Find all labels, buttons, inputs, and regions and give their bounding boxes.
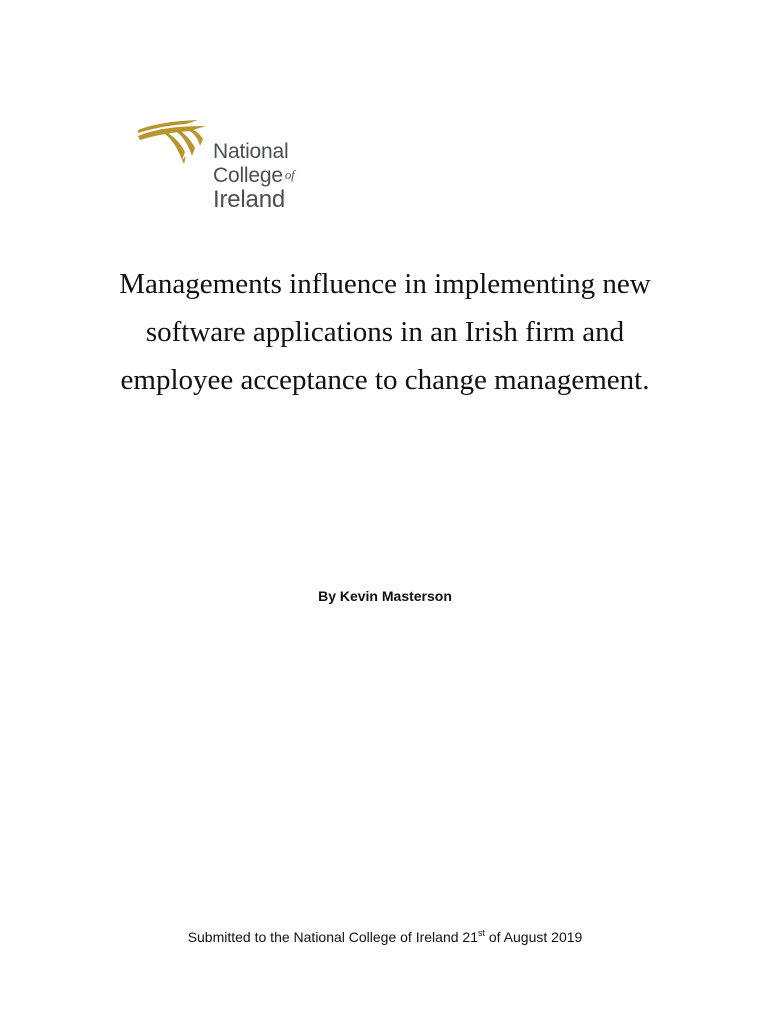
submission-ordinal: st [477,928,485,938]
title-line-1: Managements influence in implementing new [119,268,651,300]
logo-line-ireland: Ireland [213,186,285,213]
logo-wordmark [213,141,295,212]
title-line-2: software applications in an Irish firm and [145,316,625,348]
title-line-3: employee acceptance to change management. [120,364,650,396]
logo-of-word: of [284,167,295,182]
logo-line-college [213,165,295,186]
logo-line-national: National [213,140,289,163]
document-title [60,260,710,404]
swoosh-logo-icon [136,118,212,168]
logo-college-word: College [213,164,283,187]
submission-statement [0,929,770,945]
author-line: By Kevin Masterson [318,588,452,604]
submission-suffix: of August 2019 [485,929,583,945]
college-logo [136,118,316,218]
submission-prefix: Submitted to the National College of Ireland 21 [187,929,478,945]
